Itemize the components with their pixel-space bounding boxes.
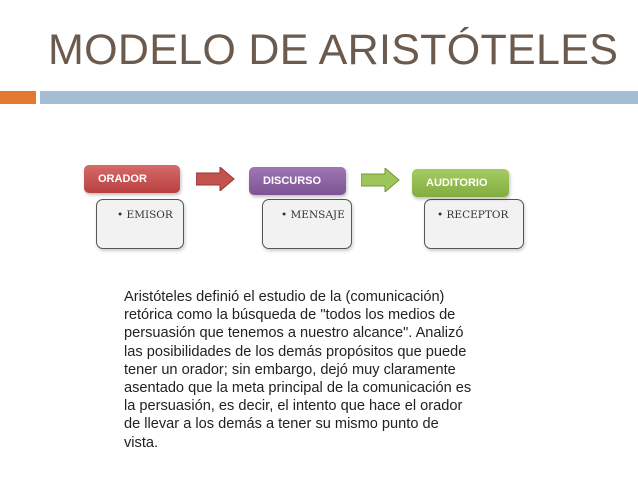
orador-label: ORADOR: [98, 173, 147, 185]
discurso-label: DISCURSO: [263, 175, 322, 187]
auditorio-label: AUDITORIO: [426, 177, 488, 189]
discurso-block: [249, 167, 346, 195]
receptor-box: [424, 199, 524, 249]
accent-bar-orange: [0, 91, 36, 104]
mensaje-box: [262, 199, 352, 249]
receptor-text: • RECEPTOR: [437, 209, 509, 221]
arrow-discurso-auditorio: [361, 168, 401, 192]
slide-title: MODELO DE ARISTÓTELES: [48, 26, 619, 74]
accent-bar-blue: [40, 91, 638, 104]
body-paragraph: Aristóteles definió el estudio de la (comunicación) retórica como la búsqueda de "todos los medios de persuasión que tenemos a nuestro alcance". Analizó las posibilidades de los demás propósitos que puede tener un orador; sin embargo, dejó muy claramente asentado que la meta principal de la comunicación es la persuasión, es decir, el intento que hace el orador de llevar a los demás a tener su mismo punto de vista.: [124, 289, 472, 451]
auditorio-block: [412, 169, 509, 197]
emisor-text: • EMISOR: [117, 209, 173, 221]
mensaje-text: • MENSAJE: [281, 209, 345, 221]
emisor-box: [96, 199, 184, 249]
arrow-orador-discurso: [196, 167, 236, 191]
orador-block: [84, 165, 180, 193]
